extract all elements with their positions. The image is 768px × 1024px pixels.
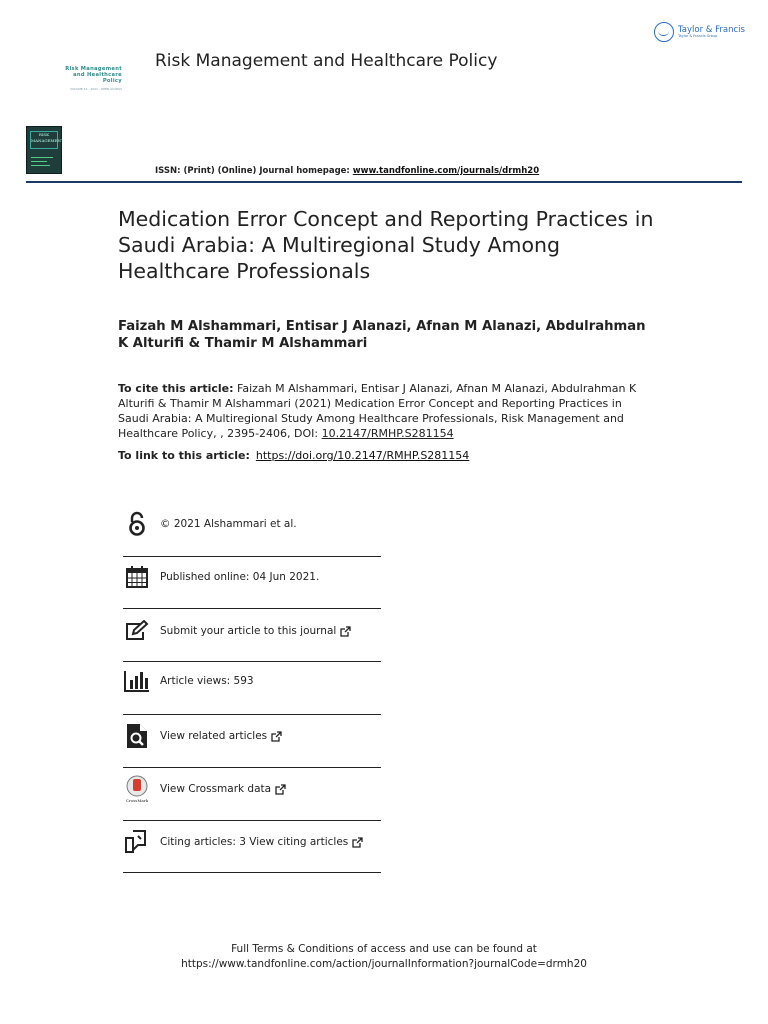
bar-chart-icon [123,667,151,695]
journal-logo-line: Policy [102,78,122,84]
edit-icon [123,617,151,645]
link-block [118,449,469,462]
journal-logo [42,66,122,92]
calendar-icon [123,563,151,591]
issn-line [155,166,539,176]
external-link-icon [352,837,363,848]
cite-text: Faizah M Alshammari, Entisar J Alanazi, Afnan M Alanazi, Abdulrahman K Alturifi & Thamir M Alshammari (2021) Medication Error Concept and Reporting Practices in Saudi Arabia: A Multiregional Study Among Healthcare Professionals, Risk Management and Healthcare Policy, , 2395-2406, DOI: [118,382,637,440]
open-access-row [123,505,381,543]
citing-articles-link[interactable]: Citing articles: 3 View citing articles [160,836,349,848]
issn-text: ISSN: (Print) (Online) Journal homepage: [155,166,350,176]
published-row [123,558,381,596]
journal-logo-line: and Healthcare [73,72,122,78]
external-link-icon [275,784,286,795]
article-authors: Faizah M Alshammari, Entisar J Alanazi, Afnan M Alanazi, Abdulrahman K Alturifi & Thamir M Alshammari [118,319,646,351]
related-search-icon [123,722,151,750]
cover-title: RISK MANAGEMENT [30,131,58,149]
divider [123,556,381,557]
published-date: Published online: 04 Jun 2021. [160,571,320,583]
publisher-tagline: Taylor & Francis Group [678,34,718,38]
submit-article-link[interactable]: Submit your article to this journal [160,625,337,637]
article-views: Article views: 593 [160,675,254,687]
divider [123,767,381,768]
crossmark-row[interactable] [123,770,381,808]
divider [123,872,381,873]
divider [123,608,381,609]
related-articles-link[interactable]: View related articles [160,730,268,742]
article-views-row [123,662,381,700]
journal-logo-subtext: VOLUME 14 · 2021 · OPEN ACCESS [70,87,122,91]
header-divider [26,181,742,183]
divider [123,820,381,821]
article-title: Medication Error Concept and Reporting Practices in Saudi Arabia: A Multiregional Study Among Healthcare Professionals [118,207,654,283]
crossmark-icon-label: CrossMark [125,798,149,803]
external-link-icon [340,626,351,637]
journal-homepage-link[interactable]: www.tandfonline.com/journals/drmh20 [352,166,540,176]
article-link[interactable]: https://doi.org/10.2147/RMHP.S281154 [255,449,470,462]
journal-cover-image [26,126,62,174]
journal-title: Risk Management and Healthcare Policy [155,51,498,71]
link-label: To link to this article: [118,449,250,462]
cite-label: To cite this article: [118,382,234,395]
footer-terms [0,942,768,972]
crossmark-icon [123,775,151,803]
open-access-icon [123,510,151,538]
submit-article-row[interactable] [123,612,381,650]
taylor-francis-logo [654,22,745,42]
footer-line-1: Full Terms & Conditions of access and use can be found at [231,943,537,955]
external-link-icon [271,731,282,742]
footer-terms-link[interactable]: https://www.tandfonline.com/action/journalInformation?journalCode=drmh20 [181,958,587,970]
copyright-text: © 2021 Alshammari et al. [160,518,297,530]
taylor-francis-icon [654,22,674,42]
doi-link[interactable]: 10.2147/RMHP.S281154 [321,427,454,440]
citing-articles-icon [123,828,151,856]
divider [123,714,381,715]
publisher-name: Taylor & Francis [678,24,745,35]
related-articles-row[interactable] [123,717,381,755]
journal-logo-line: Risk Management [65,66,122,72]
crossmark-link[interactable]: View Crossmark data [160,783,272,795]
citing-articles-row[interactable] [123,823,381,861]
citation-block [118,381,646,441]
